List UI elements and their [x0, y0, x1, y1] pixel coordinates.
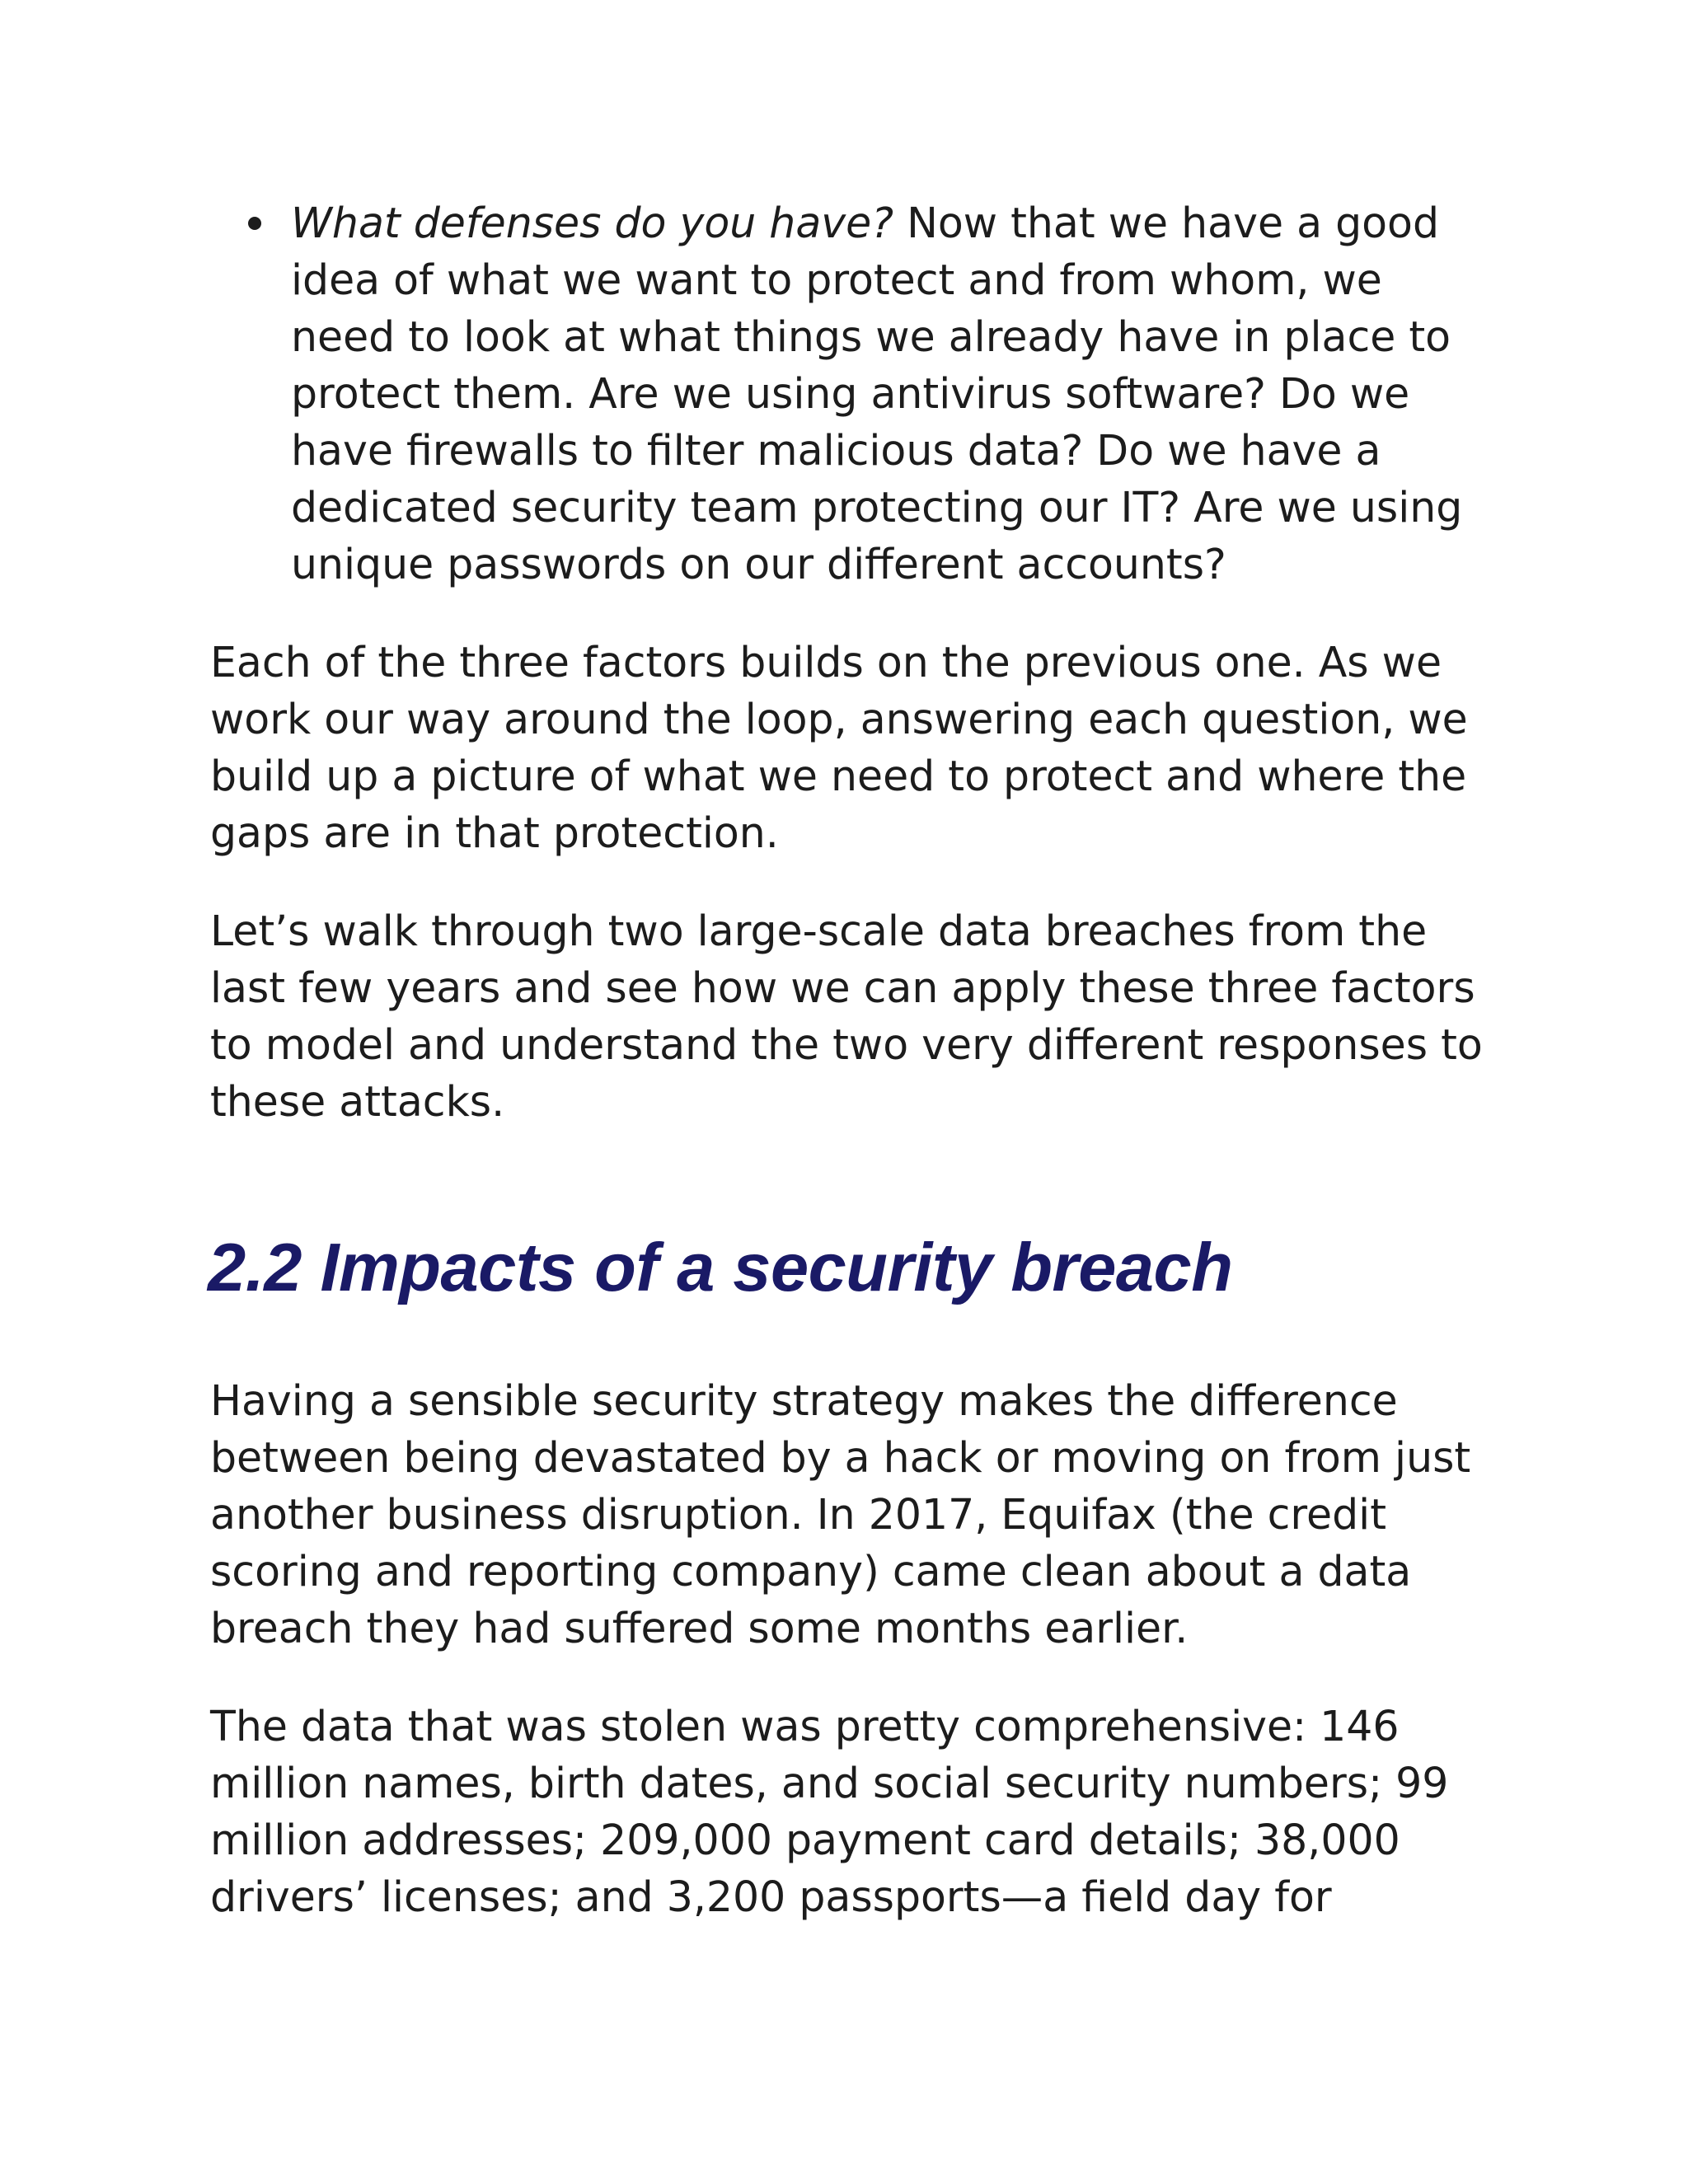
bullet-dot-icon	[248, 217, 261, 230]
bullet-list	[210, 194, 1496, 593]
bullet-body-text: Now that we have a good idea of what we want to protect and from whom, we need to look at what things we already have in place to protect them. Are we using antivirus software? Do we have firewalls to filter malicious data? Do we have a dedicated security team protecting our IT? Are we using unique passwords on our different accounts?	[291, 199, 1463, 588]
paragraph-stolen-data: The data that was stolen was pretty comprehensive: 146 million names, birth dates, and social security numbers; 99 million addresses; 209,000 payment card details; 38,000 drivers’ licenses; and 3,200 passports—a field day for	[210, 1702, 1449, 1921]
page-content	[210, 194, 1496, 1966]
paragraph-walk-through: Let’s walk through two large-scale data breaches from the last few years and see how we can apply these three factors to model and understand the two very different responses to these attacks.	[210, 907, 1483, 1126]
bullet-lead-question: What defenses do you have?	[291, 199, 894, 247]
section-heading: 2.2 Impacts of a security breach	[208, 1229, 1233, 1305]
paragraph-security-strategy: Having a sensible security strategy makes the difference between being devastated by a hack or moving on from just another business disruption. In 2017, Equifax (the credit scoring and reporting company) came clean about a data breach they had suffered some months earlier.	[210, 1376, 1471, 1652]
bullet-item-defenses	[291, 194, 1496, 593]
paragraph-three-factors: Each of the three factors builds on the previous one. As we work our way around the loop, answering each question, we build up a picture of what we need to protect and where the gaps are in that protection.	[210, 638, 1468, 857]
